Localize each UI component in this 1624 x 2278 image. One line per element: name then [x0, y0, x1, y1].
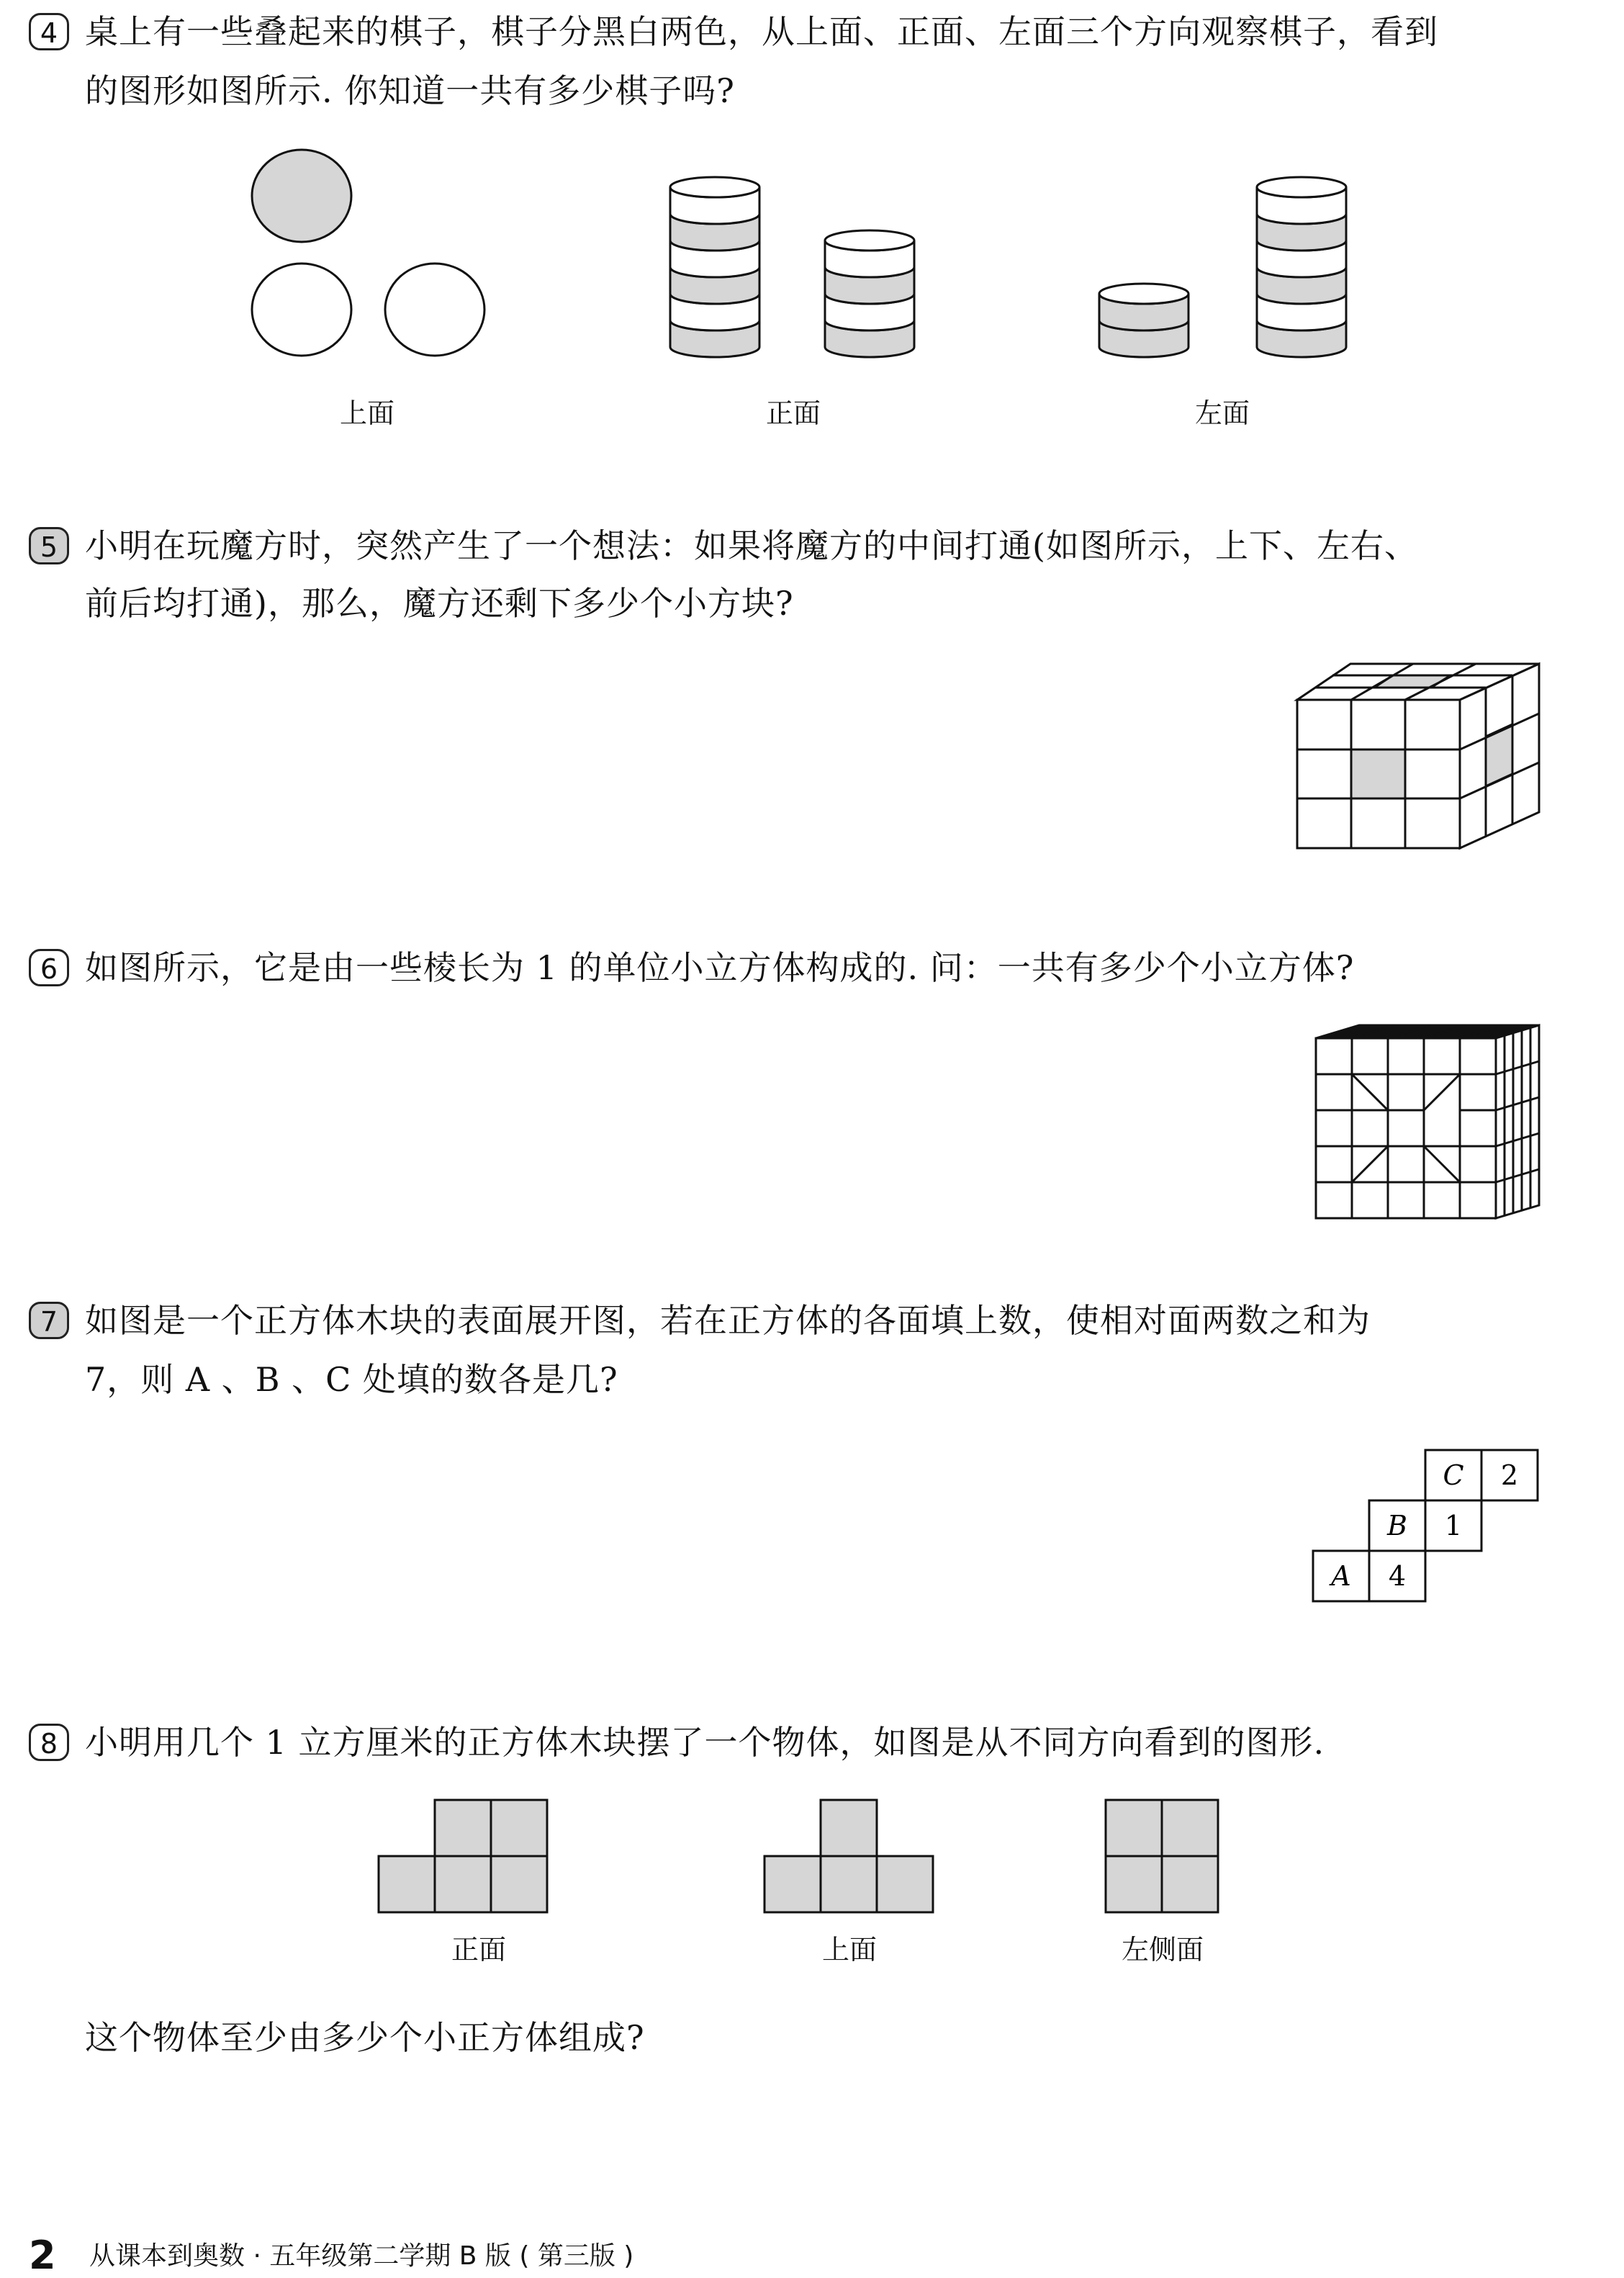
q7-net-label-2: 2 — [1500, 1459, 1519, 1491]
q7-net-label-4: 4 — [1388, 1560, 1407, 1592]
question-5-text-line-1: 小明在玩魔方时，突然产生了一个想法：如果将魔方的中间打通(如图所示，上下、左右、 — [85, 526, 1418, 565]
q4-caption-front: 正面 — [765, 397, 821, 429]
book-title: 从课本到奥数 · 五年级第二学期 B 版 ( 第三版 ) — [89, 2241, 634, 2271]
q7-net-label-C: C — [1443, 1459, 1464, 1491]
question-7-text-line-2: 7，则 A 、B 、C 处填的数各是几? — [85, 1360, 618, 1399]
q4-caption-top: 上面 — [339, 397, 394, 429]
question-4-text-line-2: 的图形如图所示. 你知道一共有多少棋子吗? — [85, 71, 735, 110]
question-number-5: 5 — [29, 527, 69, 564]
question-6-text-line-1: 如图所示，它是由一些棱长为 1 的单位小立方体构成的. 问：一共有多少个小立方体? — [85, 948, 1355, 987]
q8-caption-top: 上面 — [821, 1934, 877, 1966]
q8-caption-left-side: 左侧面 — [1121, 1934, 1204, 1966]
q7-net-label-A: A — [1331, 1560, 1351, 1592]
question-number-4: 4 — [29, 13, 69, 50]
q7-net-label-B: B — [1387, 1510, 1407, 1541]
question-number-8: 8 — [29, 1724, 69, 1761]
q7-net-label-1: 1 — [1444, 1510, 1463, 1541]
page-number: 2 — [29, 2233, 56, 2278]
question-8-followup: 这个物体至少由多少个小正方体组成? — [85, 2018, 645, 2057]
question-8-text-line-1: 小明用几个 1 立方厘米的正方体木块摆了一个物体，如图是从不同方向看到的图形. — [85, 1723, 1325, 1762]
question-5-text-line-2: 前后均打通)，那么，魔方还剩下多少个小方块? — [85, 584, 794, 623]
question-4-text-line-1: 桌上有一些叠起来的棋子，棋子分黑白两色，从上面、正面、左面三个方向观察棋子，看到 — [85, 12, 1438, 51]
question-number-6: 6 — [29, 949, 69, 986]
question-7-text-line-1: 如图是一个正方体木块的表面展开图，若在正方体的各面填上数，使相对面两数之和为 — [85, 1301, 1371, 1340]
q4-caption-left: 左面 — [1194, 397, 1250, 429]
q8-caption-front: 正面 — [451, 1934, 506, 1966]
question-number-7: 7 — [29, 1302, 69, 1339]
